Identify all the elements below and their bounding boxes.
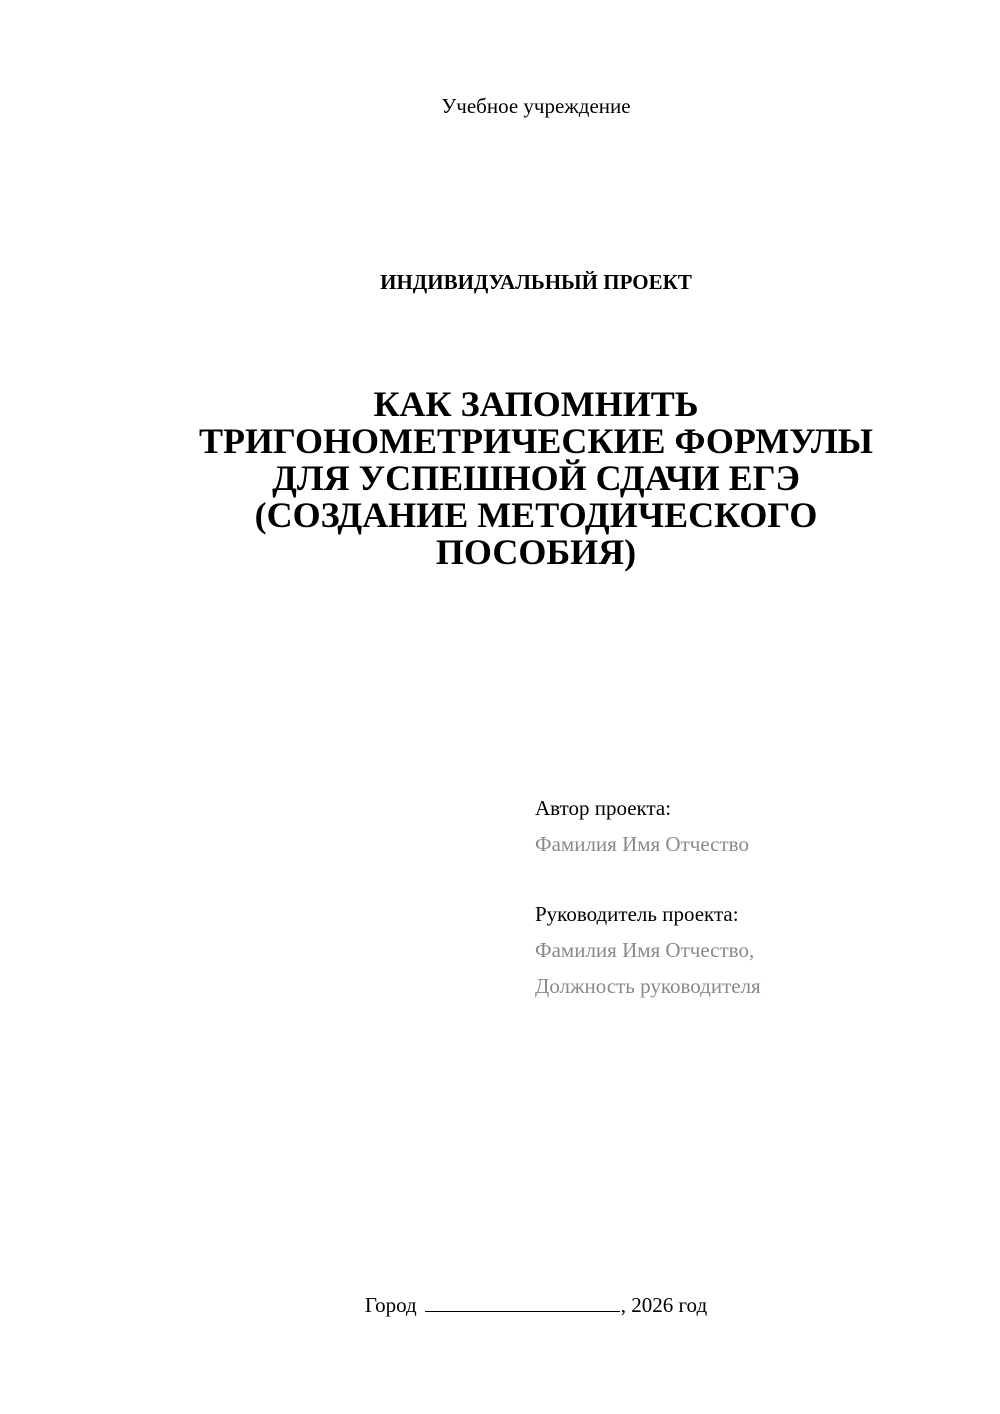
supervisor-label: Руководитель проекта: xyxy=(535,902,739,926)
supervisor-position: Должность руководителя xyxy=(535,974,761,998)
project-type-heading: ИНДИВИДУАЛЬНЫЙ ПРОЕКТ xyxy=(380,270,692,294)
project-title xyxy=(130,386,942,571)
author-label: Автор проекта: xyxy=(535,796,672,820)
author-name: Фамилия Имя Отчество xyxy=(535,832,749,856)
spacer xyxy=(535,862,975,896)
year-text: , 2026 год xyxy=(620,1293,708,1317)
supervisor-name: Фамилия Имя Отчество, xyxy=(535,938,755,962)
title-line: ДЛЯ УСПЕШНОЙ СДАЧИ ЕГЭ xyxy=(272,458,800,498)
title-line: ТРИГОНОМЕТРИЧЕСКИЕ ФОРМУЛЫ xyxy=(198,421,874,461)
city-label: Город xyxy=(364,1293,417,1317)
title-line: КАК ЗАПОМНИТЬ xyxy=(373,384,699,424)
authors-block xyxy=(535,790,975,1004)
institution-name: Учебное учреждение xyxy=(441,94,631,118)
title-line: ПОСОБИЯ) xyxy=(435,532,637,572)
footer-city-year xyxy=(0,1290,1000,1320)
title-line: (СОЗДАНИЕ МЕТОДИЧЕСКОГО xyxy=(254,495,818,535)
city-blank-line xyxy=(425,1291,620,1312)
